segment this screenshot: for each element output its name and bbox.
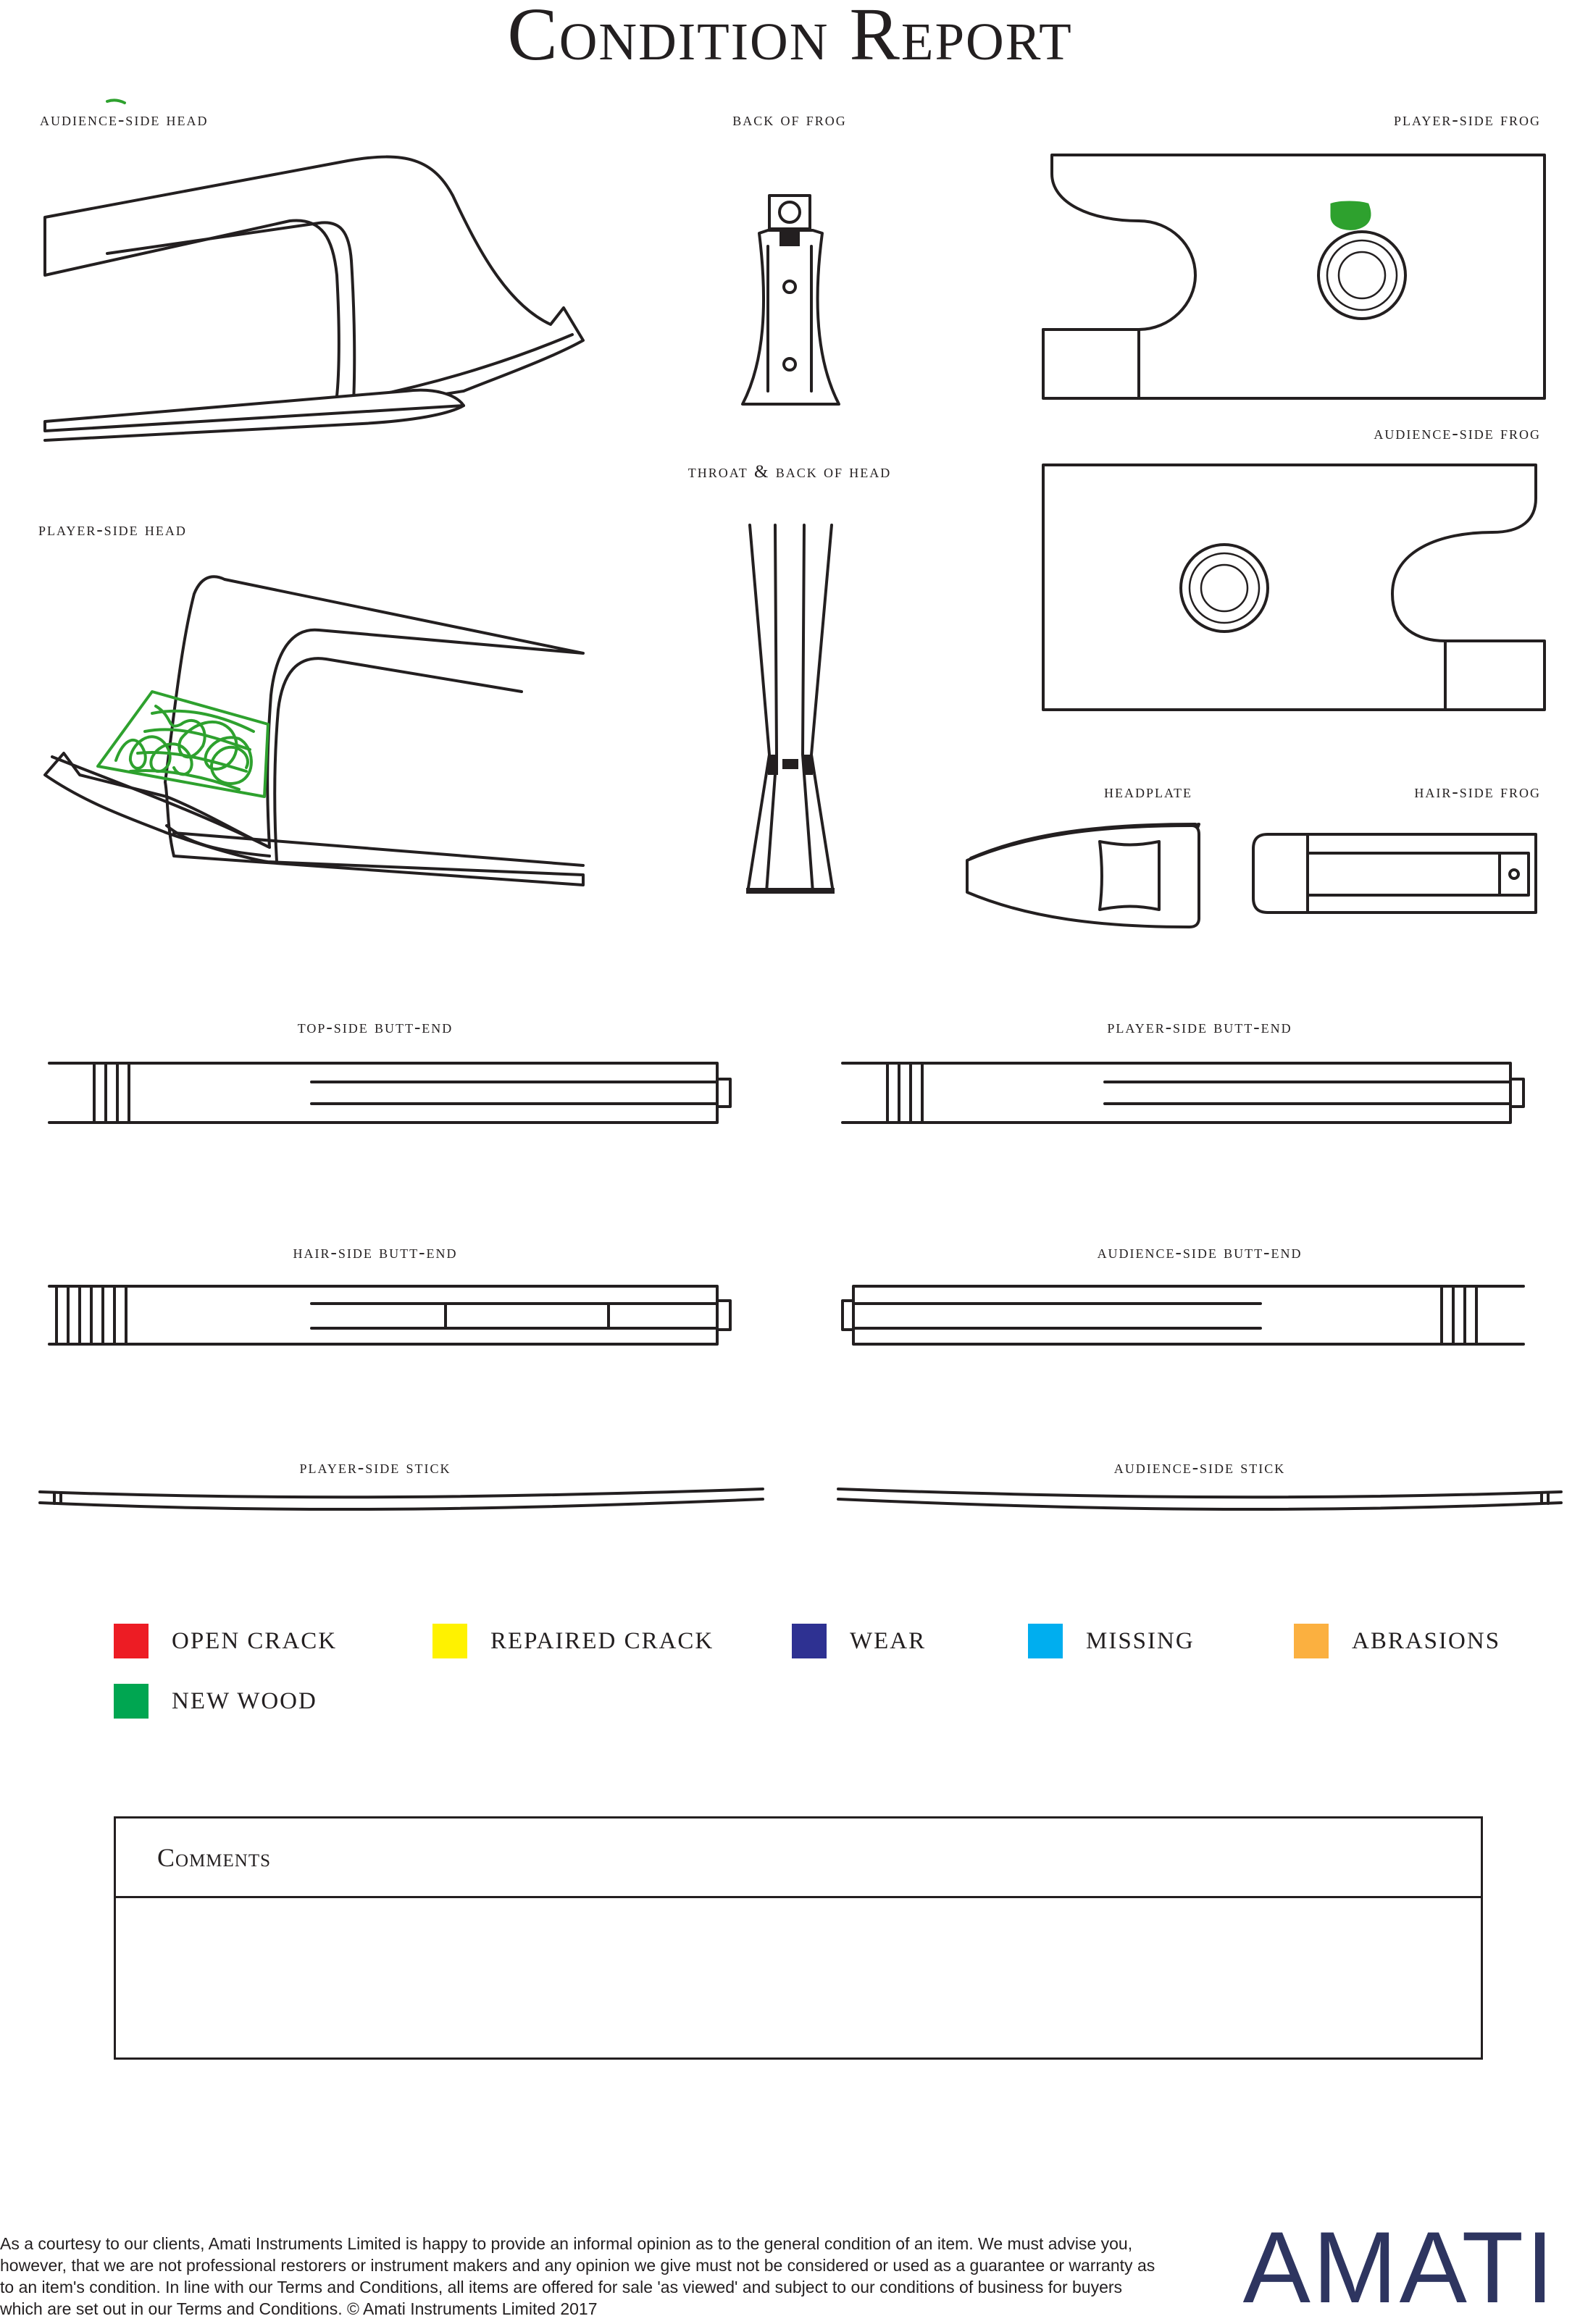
label-audience-side-frog: audience-side frog bbox=[1374, 424, 1541, 443]
legend-item-open-crack bbox=[114, 1623, 337, 1659]
label-hair-side-frog: hair-side frog bbox=[1414, 782, 1541, 802]
legend-swatch bbox=[1294, 1624, 1329, 1658]
legend-item-missing bbox=[1028, 1623, 1195, 1659]
label-throat-back-of-head: throat & back of head bbox=[687, 462, 892, 482]
legend-item-new-wood bbox=[114, 1683, 317, 1719]
legend-item-abrasions bbox=[1294, 1623, 1500, 1659]
legend-swatch bbox=[432, 1624, 467, 1658]
label-audience-side-head: audience-side head bbox=[40, 110, 209, 130]
comments-text-area[interactable] bbox=[116, 1898, 1481, 2057]
disclaimer-text: As a courtesy to our clients, Amati Instruments Limited is happy to provide an informal opinion as to the general condition of an item. We must advise you, however, that we are not professional restorers or instrument makers and any opinion we give must not be considered or used as a guarantee or warranty as to an item's condition. In line with our Terms and Conditions, all items are offered for sale 'as viewed' and subject to our conditions of business for buyers which are set out in our Terms and Conditions. © Amati Instruments Limited 2017 bbox=[0, 2234, 1155, 2318]
comments-heading: Comments bbox=[116, 1818, 1481, 1898]
label-headplate: headplate bbox=[1104, 782, 1192, 802]
amati-logo: AMATI bbox=[1242, 2210, 1556, 2324]
page-title: Condition Report bbox=[507, 0, 1073, 76]
legend-swatch bbox=[114, 1624, 149, 1658]
label-player-side-stick: player-side stick bbox=[299, 1458, 451, 1477]
legend-label: NEW WOOD bbox=[172, 1687, 317, 1714]
legend-label: WEAR bbox=[850, 1627, 927, 1654]
label-hair-side-butt-end: hair-side butt-end bbox=[293, 1243, 458, 1262]
legend-item-repaired-crack bbox=[432, 1623, 714, 1659]
legend-label: ABRASIONS bbox=[1352, 1627, 1501, 1654]
legend-swatch bbox=[1028, 1624, 1063, 1658]
label-top-side-butt-end: top-side butt-end bbox=[297, 1018, 453, 1037]
label-player-side-head: player-side head bbox=[38, 520, 187, 540]
legend-label: REPAIRED CRACK bbox=[490, 1627, 714, 1654]
label-player-side-butt-end: player-side butt-end bbox=[1107, 1018, 1292, 1037]
legend-item-wear bbox=[792, 1623, 926, 1659]
legend-label: OPEN CRACK bbox=[172, 1627, 338, 1654]
label-player-side-frog: player-side frog bbox=[1394, 110, 1541, 130]
legend-swatch bbox=[792, 1624, 827, 1658]
legend-swatch bbox=[114, 1684, 149, 1719]
comments-box bbox=[114, 1816, 1483, 2060]
label-back-of-frog: back of frog bbox=[732, 110, 847, 130]
label-audience-side-stick: audience-side stick bbox=[1113, 1458, 1286, 1477]
legend-label: MISSING bbox=[1086, 1627, 1195, 1654]
label-audience-side-butt-end: audience-side butt-end bbox=[1097, 1243, 1303, 1262]
